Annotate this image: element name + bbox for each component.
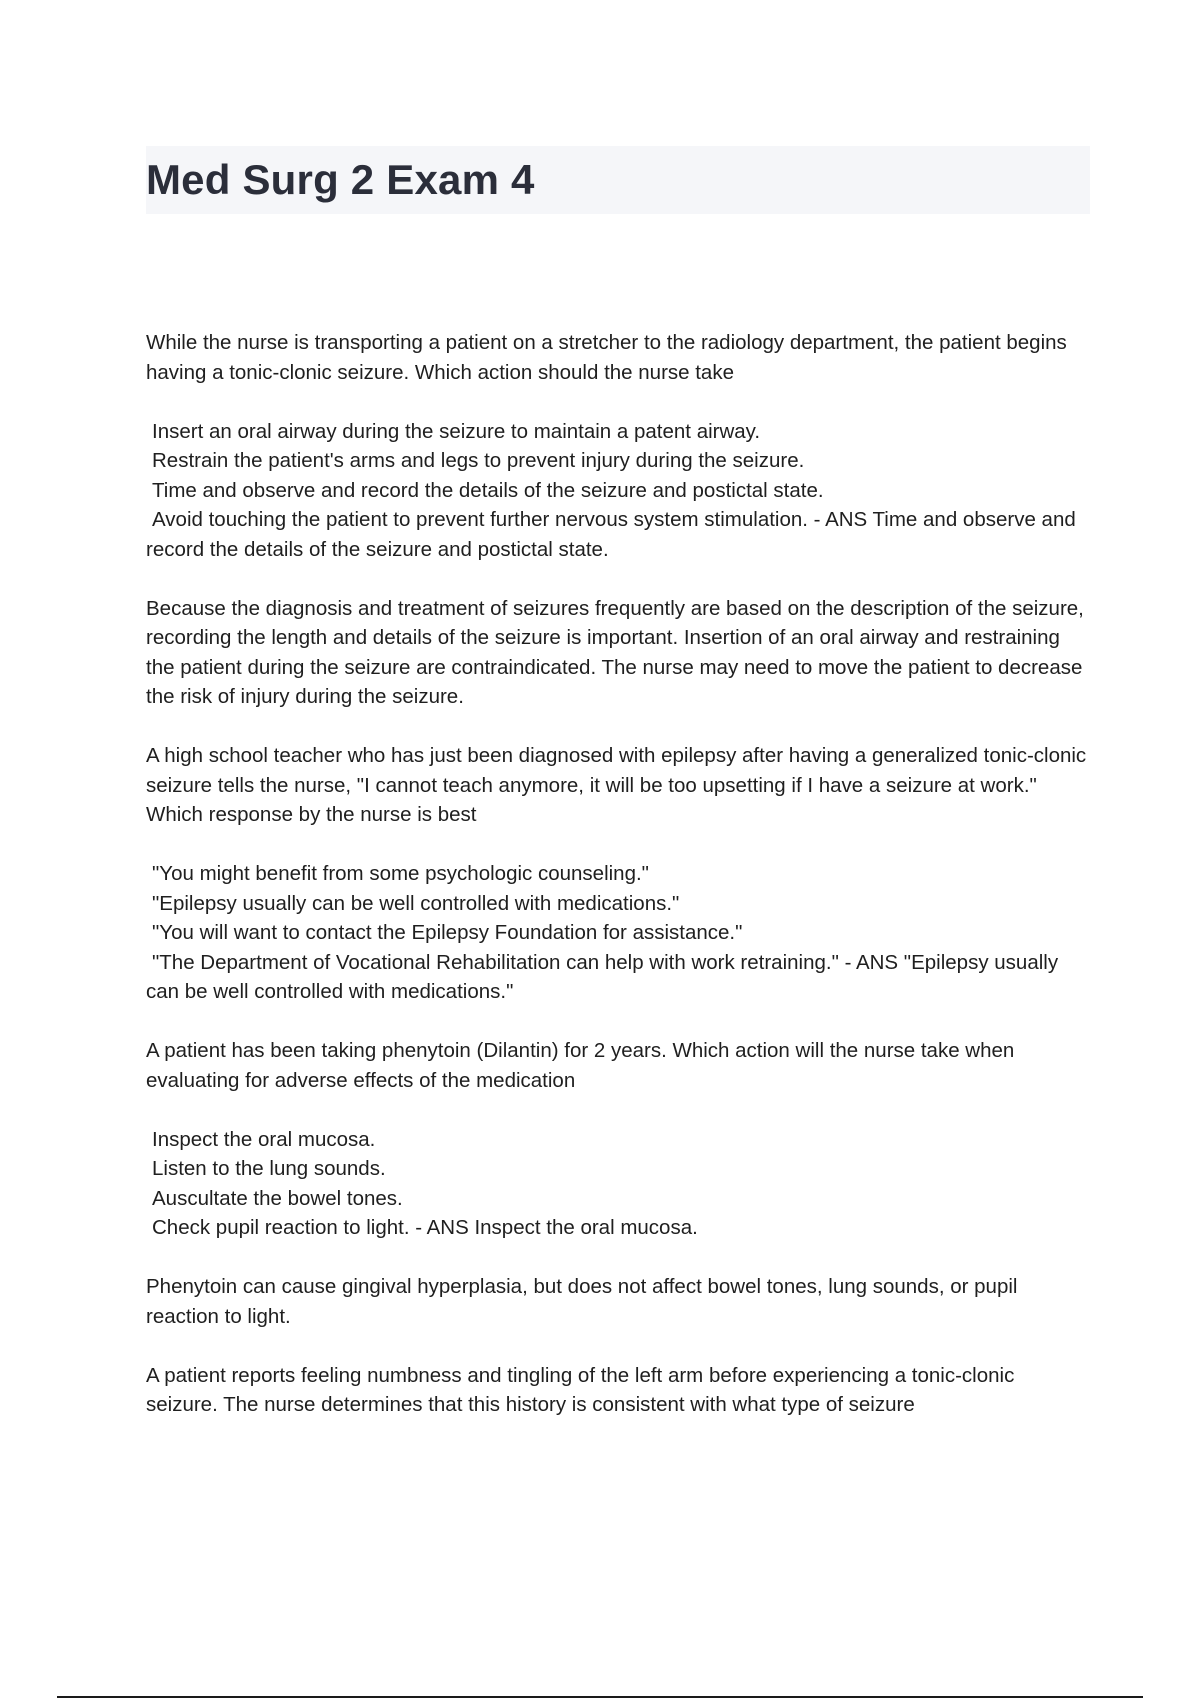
answer-options [146,1125,1090,1243]
answer-option-with-answer: Check pupil reaction to light. - ANS Inspect the oral mucosa. [152,1216,698,1239]
question-stem: A patient reports feeling numbness and tingling of the left arm before experiencing a tonic-clonic seizure. The nurse determines that this history is consistent with what type of seizure [146,1363,1015,1416]
answer-option: "You might benefit from some psychologic counseling." [152,862,649,885]
answer-option: Time and observe and record the details of the seizure and postictal state. [152,478,824,502]
answer-option: Insert an oral airway during the seizure to maintain a patent airway. [152,419,761,443]
answer-option: Auscultate the bowel tones. [152,1186,403,1210]
answer-option: Restrain the patient's arms and legs to prevent injury during the seizure. [152,449,805,472]
answer-option: "You will want to contact the Epilepsy Foundation for assistance." [152,921,743,944]
page-title: Med Surg 2 Exam 4 [146,156,535,203]
answer-rationale: Because the diagnosis and treatment of seizures frequently are based on the description of the seizure, recording the length and details of the seizure is important. Insertion of an oral airway and restraining the patient during the seizure are contraindicated. The nurse may need to move the patient to decrease the risk of injury during the seizure. [146,596,1084,708]
question-stem: While the nurse is transporting a patient on a stretcher to the radiology department, the patient begins having a tonic-clonic seizure. Which action should the nurse take [146,331,1067,384]
answer-rationale: Phenytoin can cause gingival hyperplasia, but does not affect bowel tones, lung sounds, or pupil reaction to light. [146,1275,1018,1328]
document-body [146,328,1090,1449]
answer-options [146,859,1090,1007]
question-stem: A patient has been taking phenytoin (Dilantin) for 2 years. Which action will the nurse take when evaluating for adverse effects of the medication [146,1039,1015,1092]
answer-option: "Epilepsy usually can be well controlled with medications." [152,891,680,915]
answer-options [146,417,1090,565]
answer-option-with-answer: Avoid touching the patient to prevent further nervous system stimulation. - ANS Time and observe and record the details of the seizure and postictal state. [146,508,1076,561]
question-stem: A high school teacher who has just been diagnosed with epilepsy after having a generalized tonic-clonic seizure tells the nurse, "I cannot teach anymore, it will be too upsetting if I have a seizure at work." Which response by the nurse is best [146,744,1087,826]
answer-option: Inspect the oral mucosa. [152,1127,376,1151]
footer-divider [57,1696,1143,1698]
answer-option-with-answer: "The Department of Vocational Rehabilitation can help with work retraining." - ANS "Epilepsy usually can be well controlled with medications." [146,950,1059,1003]
answer-option: Listen to the lung sounds. [152,1157,386,1180]
